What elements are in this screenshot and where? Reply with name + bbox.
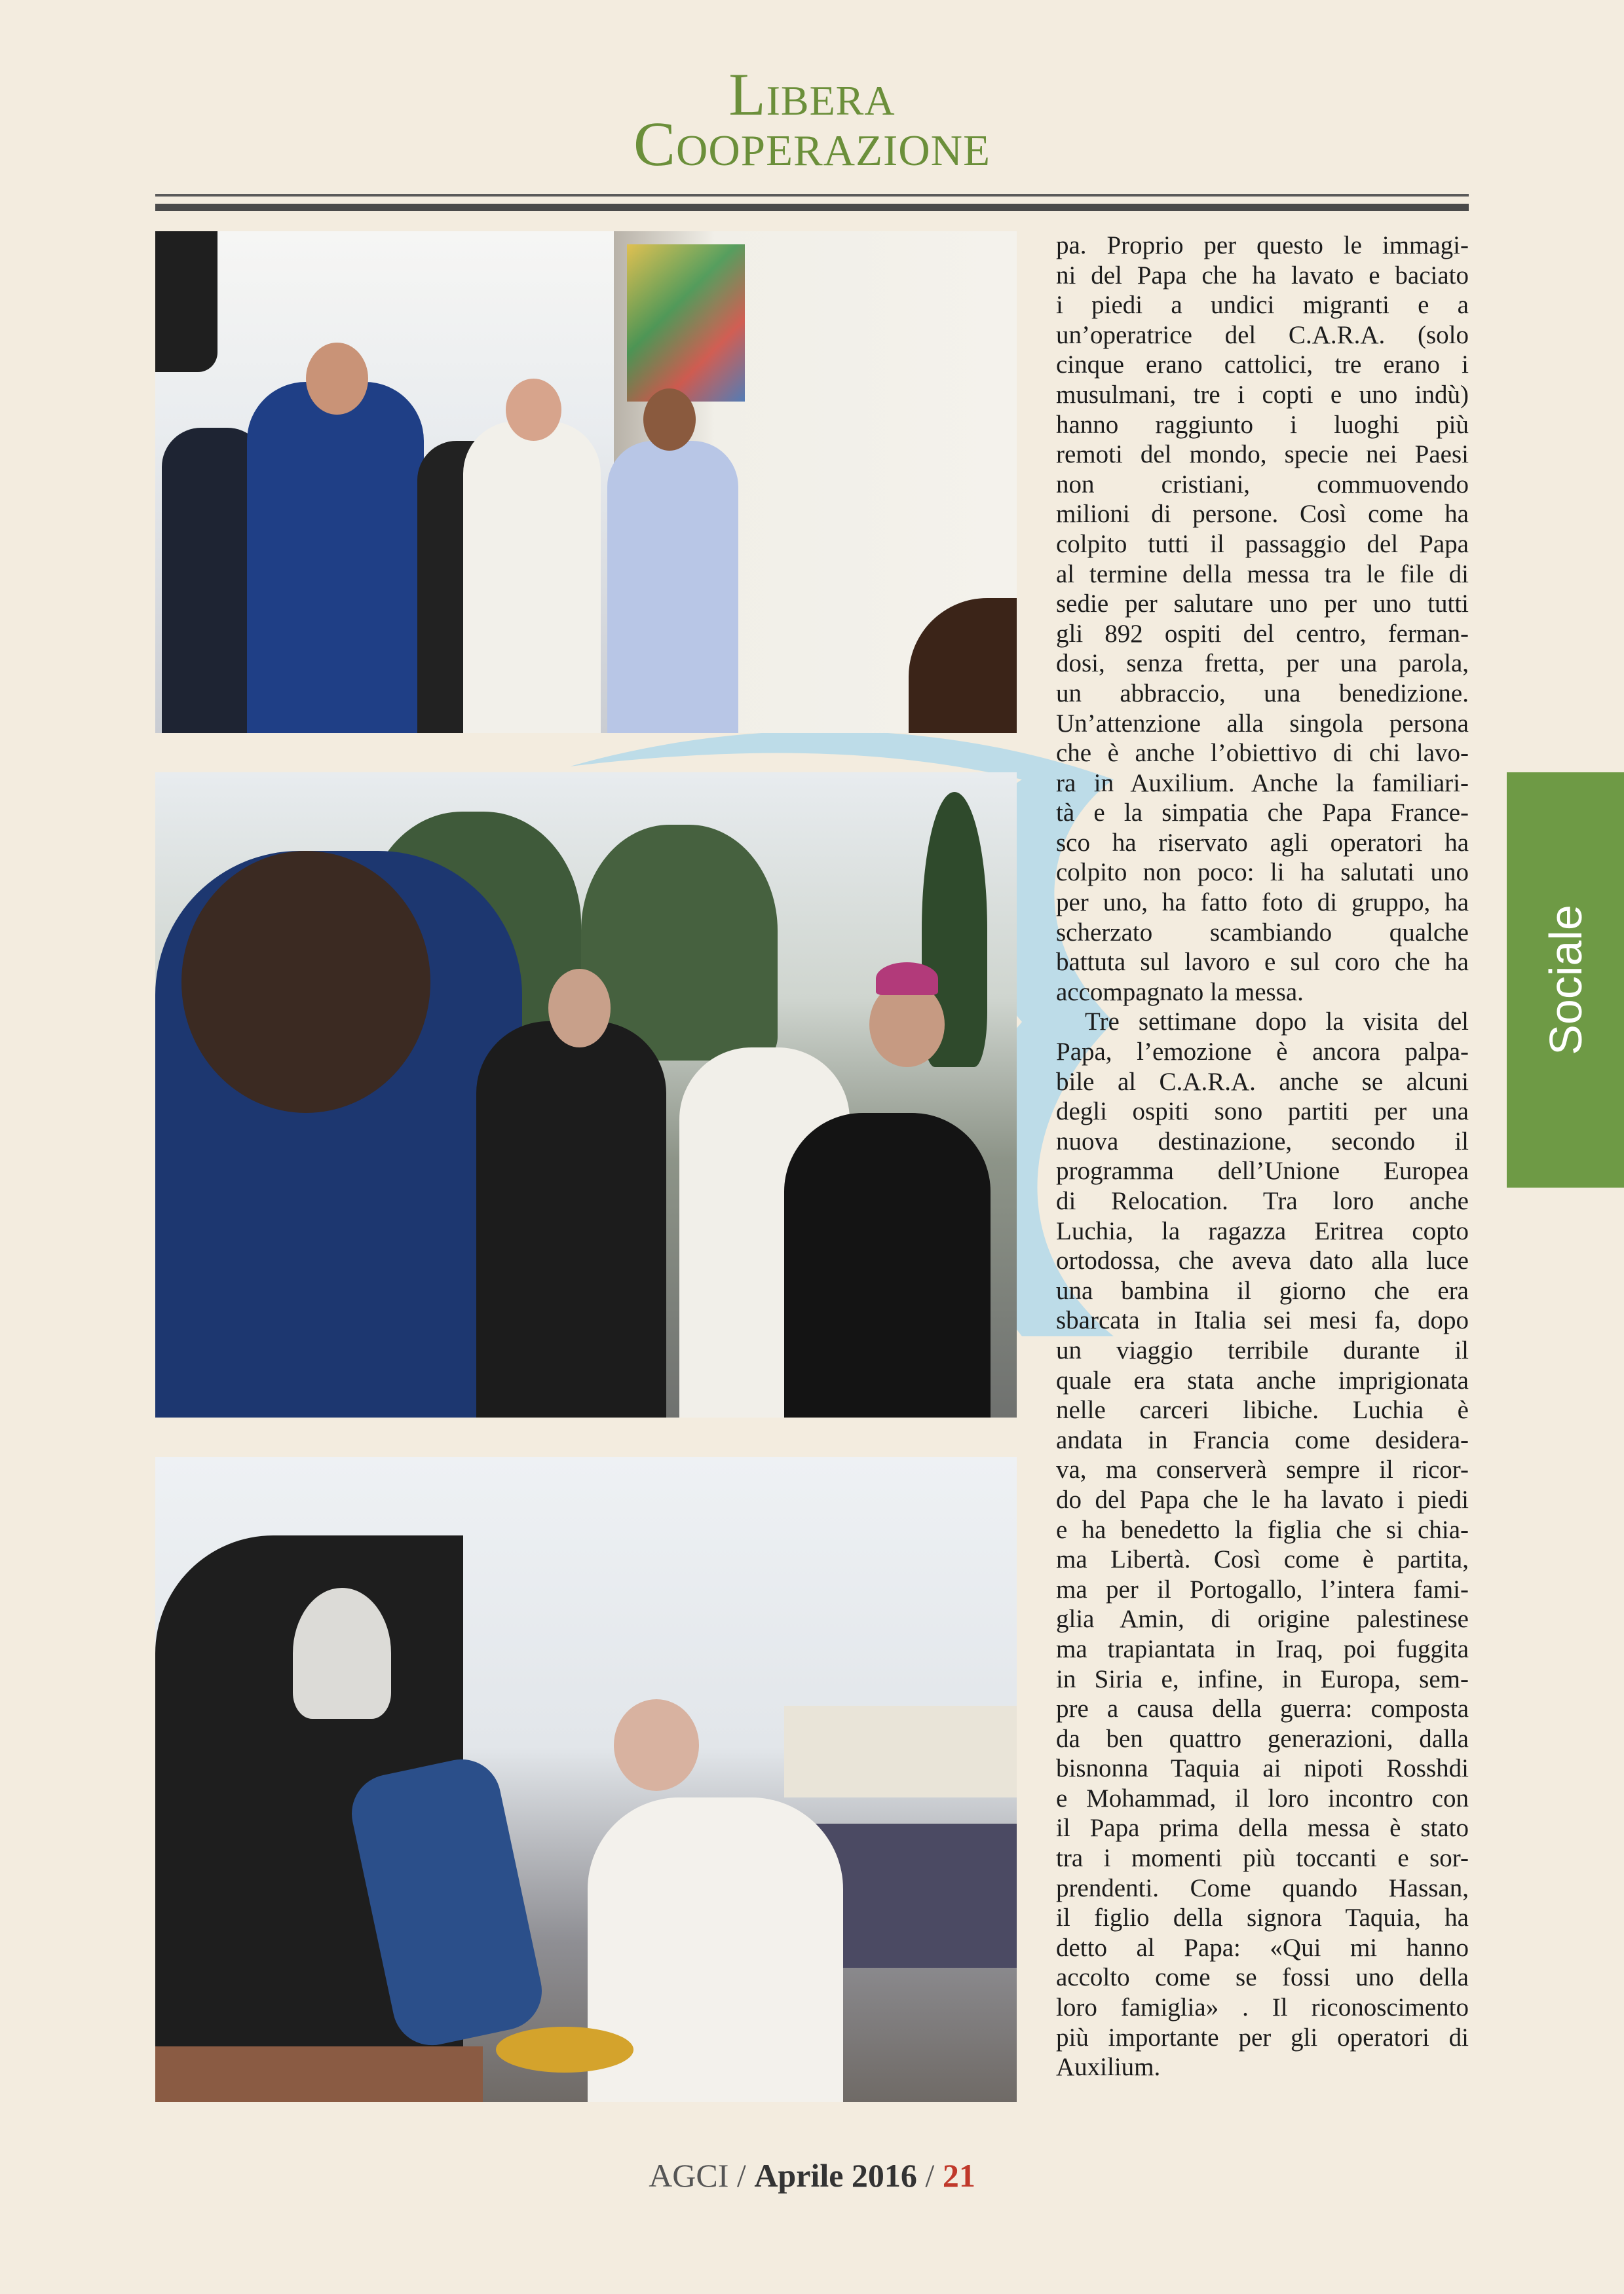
body-line: ortodossa, che aveva dato alla luce: [1056, 1247, 1469, 1275]
body-line: ma Libertà. Così come è partita,: [1056, 1545, 1469, 1574]
body-line: Auxilium.: [1056, 2053, 1161, 2082]
body-line: Papa, l’emozione è ancora palpa-: [1056, 1038, 1469, 1066]
body-line: che è anche l’obiettivo di chi lavo-: [1056, 739, 1469, 768]
footer-issue: Aprile 2016: [754, 2157, 917, 2194]
body-line: gli 892 ospiti del centro, ferman-: [1056, 619, 1469, 648]
body-line: programma dell’Unione Europea: [1056, 1157, 1469, 1186]
body-line: Un’attenzione alla singola persona: [1056, 709, 1469, 738]
body-line: bisnonna Taquia ai nipoti Rosshdi: [1056, 1754, 1469, 1783]
body-line: un viaggio terribile durante il: [1056, 1336, 1469, 1364]
body-line: colpito non poco: li ha salutati uno: [1056, 858, 1469, 887]
body-line: ma trapiantata in Iraq, poi fuggita: [1056, 1634, 1469, 1663]
body-line: sco ha riservato agli operatori ha: [1056, 828, 1469, 857]
body-line: il figlio della signora Taquia, ha: [1056, 1904, 1469, 1932]
section-tab: [1507, 772, 1624, 1188]
body-line: di Relocation. Tra loro anche: [1056, 1187, 1469, 1215]
body-line: per uno, ha fatto foto di gruppo, ha: [1056, 888, 1469, 917]
body-line: al termine della messa tra le file di: [1056, 559, 1469, 588]
body-line: tra i momenti più toccanti e sor-: [1056, 1844, 1469, 1873]
body-line: dosi, senza fretta, per una parola,: [1056, 649, 1469, 678]
body-line: Tre settimane dopo la visita del: [1085, 1007, 1469, 1036]
body-line: detto al Papa: «Qui mi hanno: [1056, 1933, 1469, 1962]
body-line: sedie per salutare uno per uno tutti: [1056, 590, 1469, 618]
body-line: e Mohammad, il loro incontro con: [1056, 1784, 1469, 1813]
page-footer: [0, 2156, 1624, 2194]
body-line: Luchia, la ragazza Eritrea copto: [1056, 1216, 1469, 1245]
body-line: in Siria e, infine, in Europa, sem-: [1056, 1664, 1469, 1693]
body-line: e ha benedetto la figlia che si chia-: [1056, 1515, 1469, 1544]
section-tab-label: Sociale: [1539, 905, 1591, 1055]
logo-title-line1: Libera: [728, 61, 896, 128]
body-line: un abbraccio, una benedizione.: [1056, 679, 1469, 707]
body-line: hanno raggiunto i luoghi più: [1056, 410, 1469, 439]
body-line: andata in Francia come desidera-: [1056, 1425, 1469, 1454]
body-line: pa. Proprio per questo le immagi-: [1056, 231, 1469, 259]
photo-pope-handshake: [155, 772, 1017, 1418]
body-line: da ben quattro generazioni, dalla: [1056, 1724, 1469, 1753]
footer-separator: /: [728, 2157, 755, 2194]
body-line: milioni di persone. Così come ha: [1056, 500, 1469, 529]
body-line: non cristiani, commuovendo: [1056, 470, 1469, 498]
article-body: [1056, 231, 1469, 2082]
body-line: musulmani, tre i copti e uno indù): [1056, 380, 1469, 409]
photo-pope-washing-feet: [155, 1457, 1017, 2102]
logo-title-line2: Cooperazione: [633, 109, 991, 179]
body-line: pre a causa della guerra: composta: [1056, 1695, 1469, 1723]
body-line: remoti del mondo, specie nei Paesi: [1056, 440, 1469, 469]
body-line: accolto come se fossi uno della: [1056, 1963, 1469, 1992]
body-line: scherzato scambiando qualche: [1056, 918, 1469, 947]
photo-pope-with-staff: [155, 231, 1017, 733]
body-line: i piedi a undici migranti e a: [1056, 291, 1469, 320]
body-line: nuova destinazione, secondo il: [1056, 1127, 1469, 1156]
body-line: accompagnato la messa.: [1056, 977, 1304, 1006]
footer-page-number: 21: [942, 2157, 975, 2194]
body-line: ni del Papa che ha lavato e baciato: [1056, 261, 1469, 290]
body-line: va, ma conserverà sempre il ricor-: [1056, 1456, 1469, 1484]
body-line: bile al C.A.R.A. anche se alcuni: [1056, 1067, 1469, 1096]
body-line: più importante per gli operatori di: [1056, 2023, 1469, 2052]
footer-publisher: AGCI: [649, 2157, 729, 2194]
footer-separator: /: [916, 2157, 943, 2194]
body-line: tà e la simpatia che Papa France-: [1056, 799, 1469, 827]
body-line: ma per il Portogallo, l’intera fami-: [1056, 1575, 1469, 1604]
body-line: nelle carceri libiche. Luchia è: [1056, 1396, 1469, 1425]
body-line: colpito tutti il passaggio del Papa: [1056, 529, 1469, 558]
body-line: do del Papa che le ha lavato i piedi: [1056, 1485, 1469, 1514]
body-line: loro famiglia» . Il riconoscimento: [1056, 1993, 1469, 2022]
body-line: sbarcata in Italia sei mesi fa, dopo: [1056, 1306, 1469, 1335]
body-line: il Papa prima della messa è stato: [1056, 1814, 1469, 1843]
body-line: una bambina il giorno che era: [1056, 1276, 1469, 1305]
body-line: un’operatrice del C.A.R.A. (solo: [1056, 320, 1469, 349]
body-line: quale era stata anche imprigionata: [1056, 1366, 1469, 1395]
body-line: cinque erano cattolici, tre erano i: [1056, 350, 1469, 379]
body-line: glia Amin, di origine palestinese: [1056, 1605, 1469, 1634]
body-line: battuta sul lavoro e sul coro che ha: [1056, 948, 1469, 977]
body-line: ra in Auxilium. Anche la familiari-: [1056, 768, 1469, 797]
body-line: degli ospiti sono partiti per una: [1056, 1097, 1469, 1126]
body-line: prendenti. Come quando Hassan,: [1056, 1873, 1469, 1902]
